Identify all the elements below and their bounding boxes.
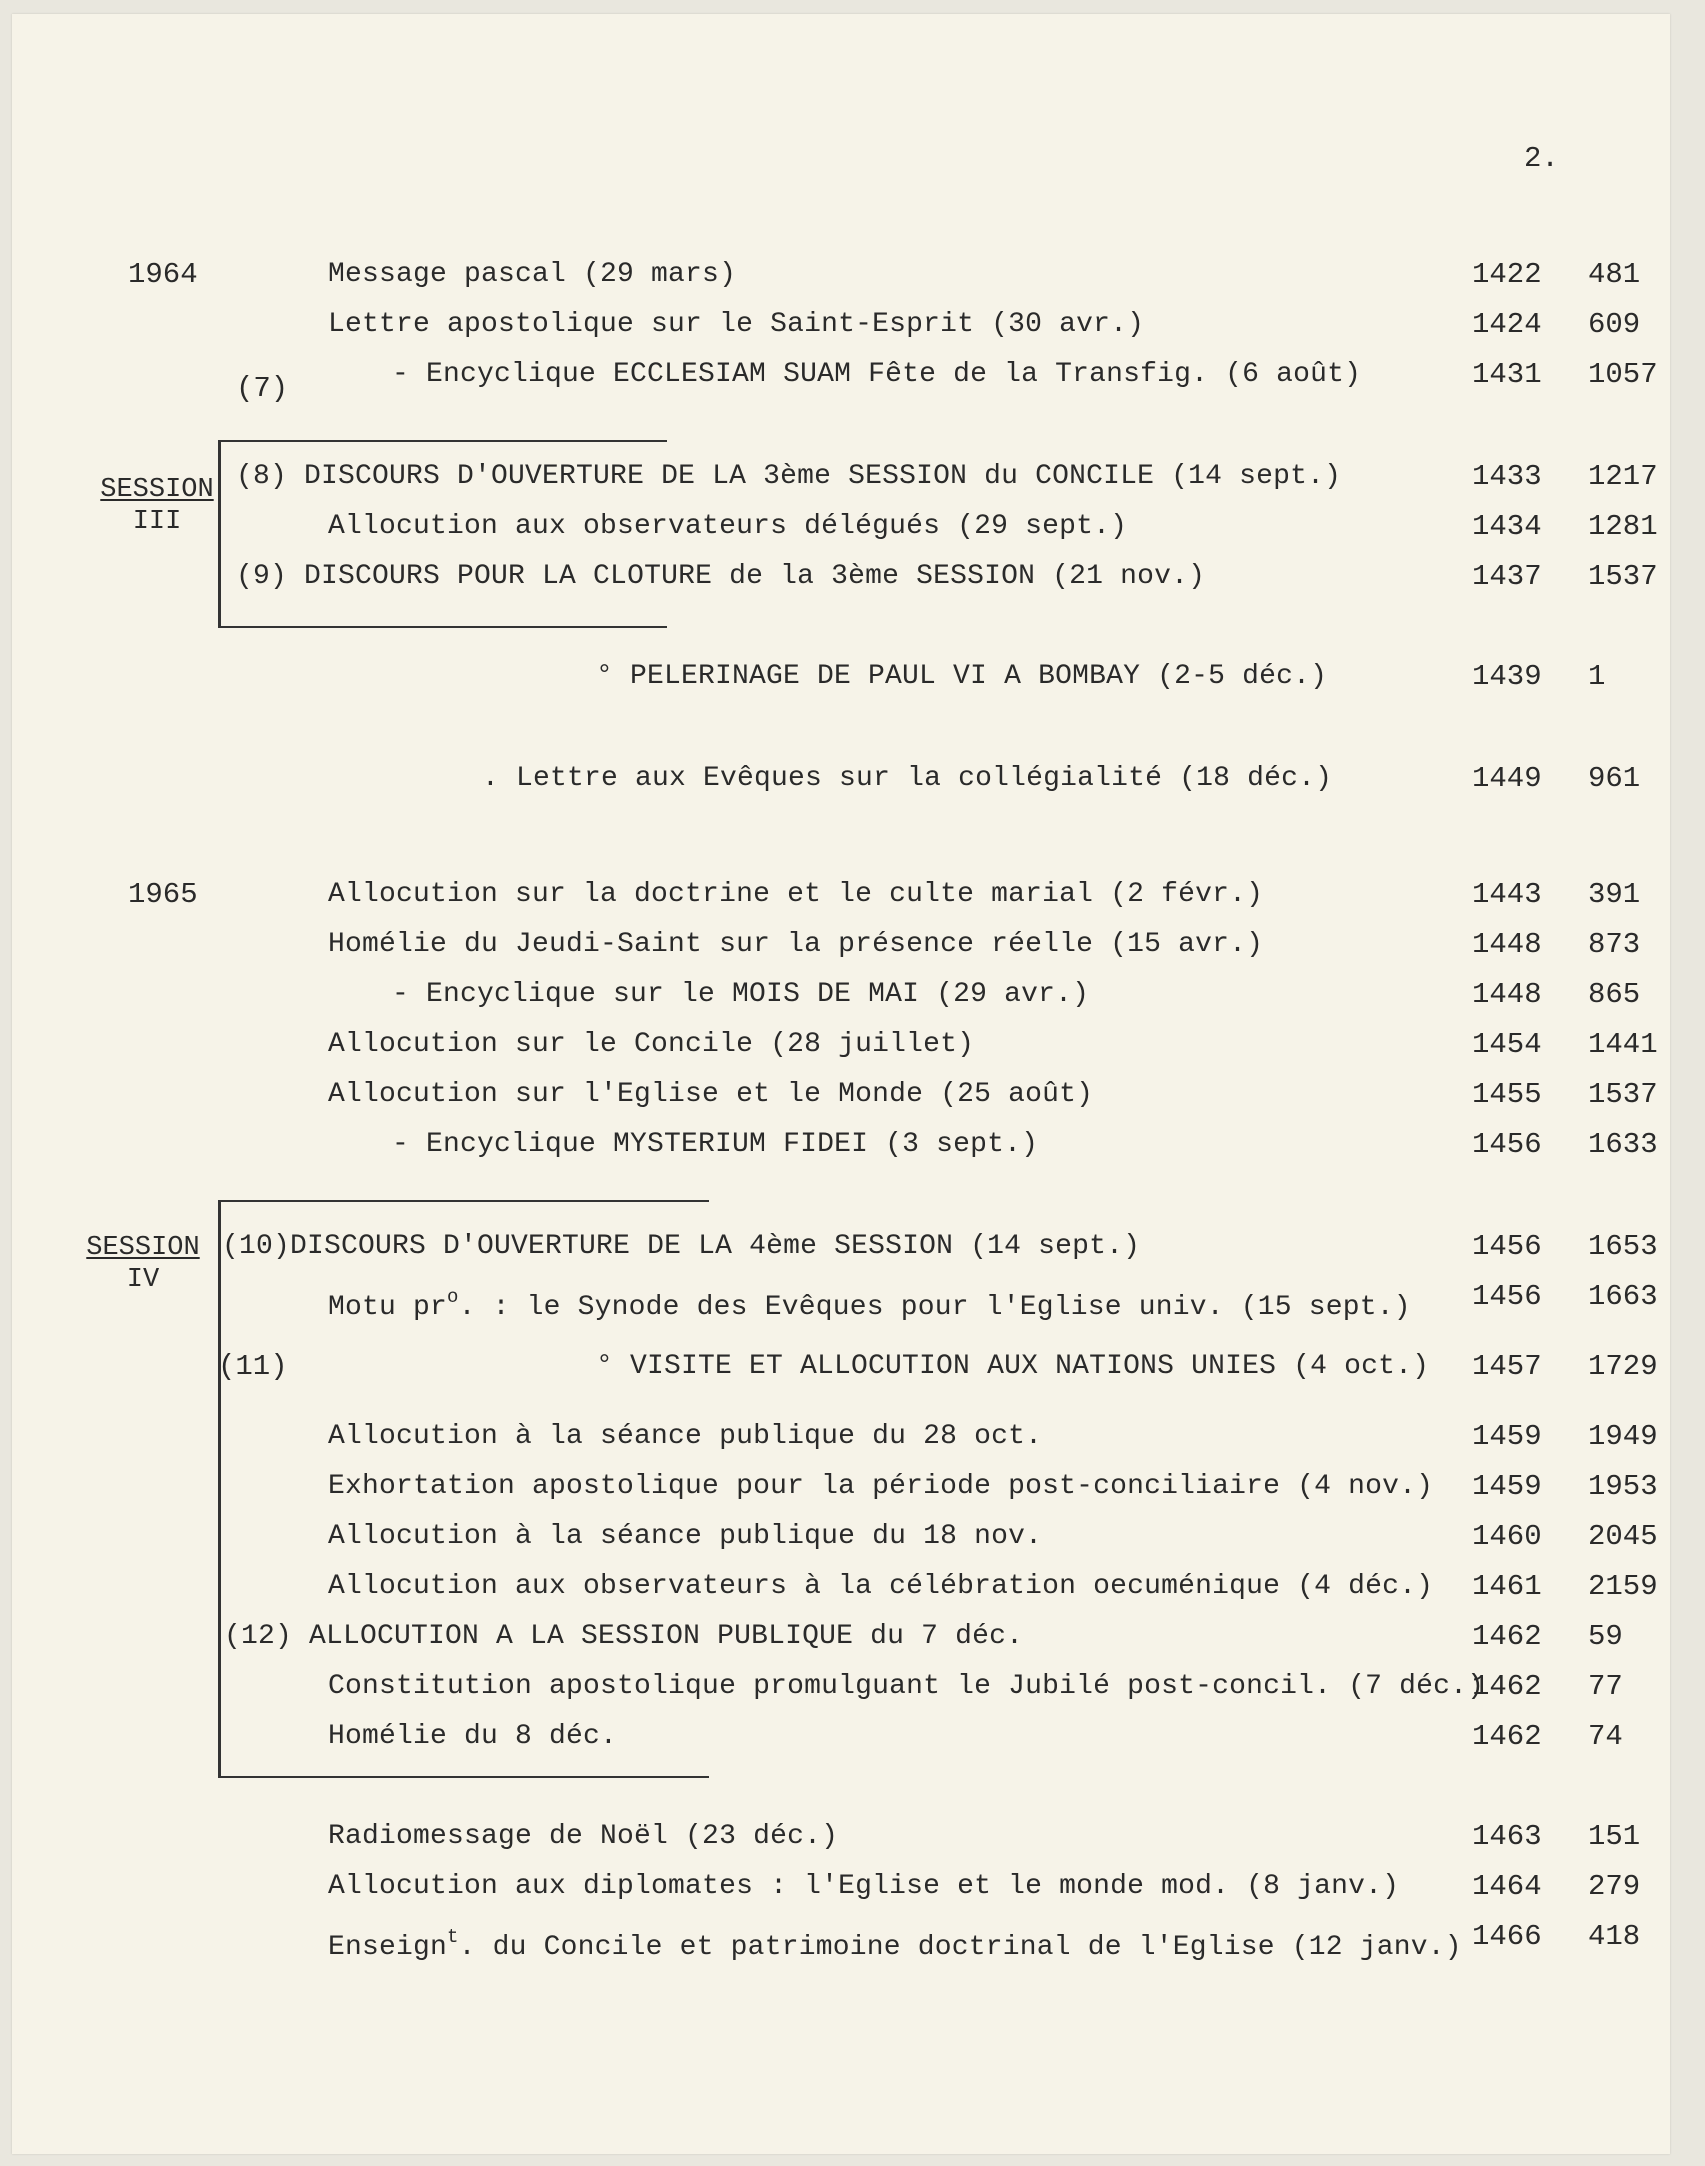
entry-number-1: 1424 — [1472, 308, 1542, 341]
entry-number-1: 1455 — [1472, 1078, 1542, 1111]
entry-text: Homélie du 8 déc. — [328, 1721, 618, 1752]
entry-number-1: 1457 — [1472, 1350, 1542, 1383]
entry-text: Allocution sur la doctrine et le culte marial (2 févr.) — [328, 879, 1264, 910]
entry-text-part: . du Concile et patrimoine doctrinal de l'Eglise (12 janv.) — [458, 1932, 1462, 1963]
entry-number-1: 1464 — [1472, 1870, 1542, 1903]
entry-text-motu-proprio — [328, 1280, 1411, 1325]
entry-text-enseignement — [328, 1920, 1462, 1965]
entry-number-1: 1462 — [1472, 1720, 1542, 1753]
entry-number-2: 961 — [1588, 762, 1641, 795]
entry-number-1: 1456 — [1472, 1128, 1542, 1161]
entry-number-1: 1437 — [1472, 560, 1542, 593]
entry-text: - Encyclique ECCLESIAM SUAM Fête de la Transfig. (6 août) — [392, 359, 1362, 390]
superscript: t — [447, 1926, 459, 1948]
entry-number-1: 1448 — [1472, 928, 1542, 961]
entry-number-1: 1448 — [1472, 978, 1542, 1011]
entry-number-2: 1633 — [1588, 1128, 1658, 1161]
entry-number-2: 279 — [1588, 1870, 1641, 1903]
marker-11: (11) — [218, 1350, 288, 1383]
entry-number-2: 1537 — [1588, 560, 1658, 593]
entry-text: - Encyclique MYSTERIUM FIDEI (3 sept.) — [392, 1129, 1039, 1160]
entry-number-2: 2159 — [1588, 1570, 1658, 1603]
entry-number-2: 2045 — [1588, 1520, 1658, 1553]
entry-number-1: 1463 — [1472, 1820, 1542, 1853]
entry-number-2: 1441 — [1588, 1028, 1658, 1061]
entry-text-part: Motu pr — [328, 1292, 448, 1323]
entry-text: Homélie du Jeudi-Saint sur la présence réelle (15 avr.) — [328, 929, 1264, 960]
entry-number-2: 74 — [1588, 1720, 1623, 1753]
entry-number-2: 1729 — [1588, 1350, 1658, 1383]
entry-number-1: 1449 — [1472, 762, 1542, 795]
entry-number-1: 1433 — [1472, 460, 1542, 493]
entry-text-part: Enseign — [328, 1932, 448, 1963]
entry-number-1: 1454 — [1472, 1028, 1542, 1061]
entry-number-1: 1461 — [1472, 1570, 1542, 1603]
entry-text: Allocution aux observateurs délégués (29 sept.) — [328, 511, 1128, 542]
entry-number-2: 1653 — [1588, 1230, 1658, 1263]
entry-text: Allocution à la séance publique du 18 nov. — [328, 1521, 1043, 1552]
entry-number-2: 865 — [1588, 978, 1641, 1011]
session-iv-number: IV — [126, 1265, 160, 1295]
entry-text: Allocution aux diplomates : l'Eglise et le monde mod. (8 janv.) — [328, 1871, 1400, 1902]
entry-number-1: 1443 — [1472, 878, 1542, 911]
entry-text: Radiomessage de Noël (23 déc.) — [328, 1821, 839, 1852]
entry-number-2: 1953 — [1588, 1470, 1658, 1503]
entry-number-2: 77 — [1588, 1670, 1623, 1703]
entry-number-2: 418 — [1588, 1920, 1641, 1953]
entry-text: . Lettre aux Evêques sur la collégialité (18 déc.) — [482, 763, 1333, 794]
entry-number-2: 609 — [1588, 308, 1641, 341]
entry-number-1: 1456 — [1472, 1230, 1542, 1263]
entry-text: ° VISITE ET ALLOCUTION AUX NATIONS UNIES (4 oct.) — [596, 1351, 1430, 1382]
entry-number-2: 391 — [1588, 878, 1641, 911]
entry-number-2: 1537 — [1588, 1078, 1658, 1111]
entry-text: Allocution à la séance publique du 28 oct. — [328, 1421, 1043, 1452]
entry-text: (10)DISCOURS D'OUVERTURE DE LA 4ème SESSION (14 sept.) — [222, 1231, 1141, 1262]
entry-text: Allocution sur le Concile (28 juillet) — [328, 1029, 975, 1060]
entry-text: ° PELERINAGE DE PAUL VI A BOMBAY (2-5 déc.) — [596, 661, 1328, 692]
entry-number-1: 1462 — [1472, 1620, 1542, 1653]
entry-text: (12) ALLOCUTION A LA SESSION PUBLIQUE du 7 déc. — [224, 1621, 1024, 1652]
entry-number-1: 1434 — [1472, 510, 1542, 543]
entry-number-1: 1462 — [1472, 1670, 1542, 1703]
entry-text: Constitution apostolique promulguant le Jubilé post-concil. (7 déc.) — [328, 1671, 1485, 1702]
superscript: o — [447, 1286, 459, 1308]
entry-text: Message pascal (29 mars) — [328, 259, 737, 290]
year-1965: 1965 — [128, 878, 198, 911]
session-iii-number: III — [132, 507, 182, 537]
entry-number-1: 1439 — [1472, 660, 1542, 693]
entry-number-1: 1460 — [1472, 1520, 1542, 1553]
entry-number-2: 1663 — [1588, 1280, 1658, 1313]
entry-number-1: 1466 — [1472, 1920, 1542, 1953]
entry-number-2: 59 — [1588, 1620, 1623, 1653]
entry-number-1: 1422 — [1472, 258, 1542, 291]
entry-number-1: 1456 — [1472, 1280, 1542, 1313]
document-page — [12, 14, 1670, 2154]
session-iv-title: SESSION — [86, 1233, 200, 1263]
entry-number-1: 1431 — [1472, 358, 1542, 391]
page-number: 2. — [1524, 142, 1559, 175]
session-iii-label — [92, 474, 222, 538]
entry-number-2: 1949 — [1588, 1420, 1658, 1453]
session-iii-title: SESSION — [100, 475, 214, 505]
entry-number-2: 873 — [1588, 928, 1641, 961]
entry-text: (8) DISCOURS D'OUVERTURE DE LA 3ème SESSION du CONCILE (14 sept.) — [236, 461, 1342, 492]
entry-number-2: 1 — [1588, 660, 1606, 693]
entry-number-1: 1459 — [1472, 1420, 1542, 1453]
entry-number-2: 481 — [1588, 258, 1641, 291]
entry-number-1: 1459 — [1472, 1470, 1542, 1503]
entry-text: Exhortation apostolique pour la période post-conciliaire (4 nov.) — [328, 1471, 1434, 1502]
entry-number-2: 1057 — [1588, 358, 1658, 391]
entry-text-part: . : le Synode des Evêques pour l'Eglise univ. (15 sept.) — [458, 1292, 1411, 1323]
marker-7: (7) — [236, 372, 289, 405]
session-iv-label — [78, 1232, 208, 1296]
entry-number-2: 1217 — [1588, 460, 1658, 493]
entry-text: - Encyclique sur le MOIS DE MAI (29 avr.) — [392, 979, 1090, 1010]
entry-text: Lettre apostolique sur le Saint-Esprit (30 avr.) — [328, 309, 1145, 340]
entry-text: (9) DISCOURS POUR LA CLOTURE de la 3ème SESSION (21 nov.) — [236, 561, 1206, 592]
entry-text: Allocution aux observateurs à la célébration oecuménique (4 déc.) — [328, 1571, 1434, 1602]
entry-number-2: 1281 — [1588, 510, 1658, 543]
entry-text: Allocution sur l'Eglise et le Monde (25 août) — [328, 1079, 1094, 1110]
entry-number-2: 151 — [1588, 1820, 1641, 1853]
year-1964: 1964 — [128, 258, 198, 291]
